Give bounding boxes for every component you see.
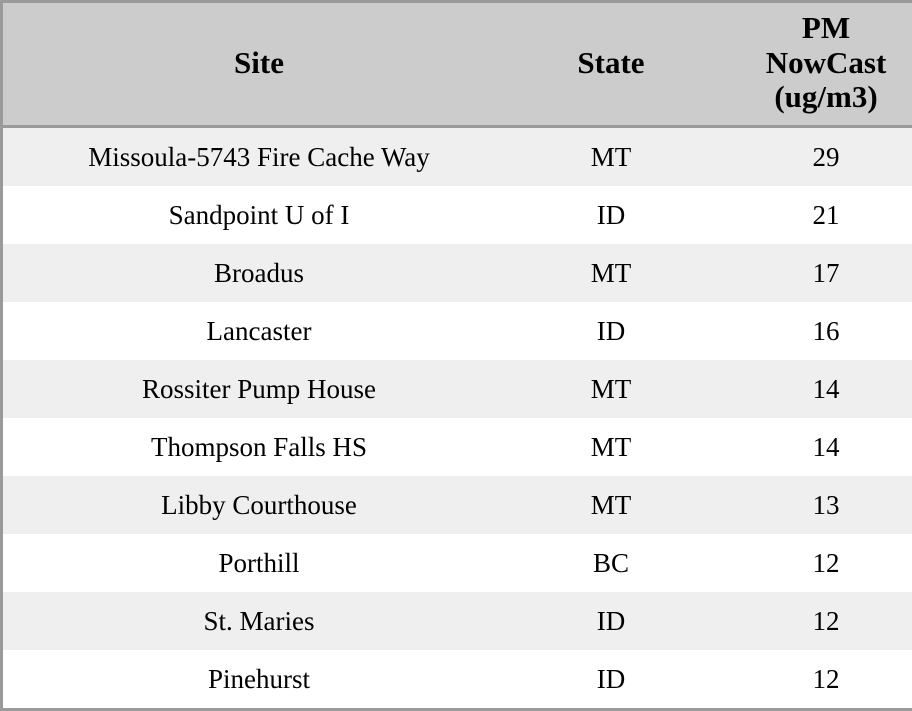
table-row xyxy=(3,186,912,244)
cell-site: Sandpoint U of I xyxy=(3,186,515,244)
cell-state: MT xyxy=(515,418,707,476)
cell-pm: 14 xyxy=(707,360,912,418)
cell-site: St. Maries xyxy=(3,592,515,650)
cell-site: Broadus xyxy=(3,244,515,302)
column-header-pm-line-1: PM xyxy=(801,10,851,45)
cell-state: ID xyxy=(515,186,707,244)
cell-pm: 17 xyxy=(707,244,912,302)
cell-site: Lancaster xyxy=(3,302,515,360)
cell-state: ID xyxy=(515,302,707,360)
cell-pm: 12 xyxy=(707,650,912,708)
table-row xyxy=(3,418,912,476)
cell-state: MT xyxy=(515,360,707,418)
air-quality-table xyxy=(3,3,912,708)
table-row xyxy=(3,244,912,302)
column-header-pm-line-3: (ug/m3) xyxy=(774,79,878,115)
cell-state: MT xyxy=(515,127,707,187)
cell-pm: 29 xyxy=(707,127,912,187)
cell-state: ID xyxy=(515,650,707,708)
table-row xyxy=(3,650,912,708)
table-row xyxy=(3,302,912,360)
column-header-state xyxy=(515,3,707,127)
column-header-pm-line-2: NowCast xyxy=(765,44,887,80)
column-header-site-label: Site xyxy=(234,44,284,80)
column-header-state-label: State xyxy=(577,44,645,80)
table-row xyxy=(3,592,912,650)
table-header-row xyxy=(3,3,912,127)
cell-pm: 13 xyxy=(707,476,912,534)
cell-pm: 12 xyxy=(707,592,912,650)
table-row xyxy=(3,534,912,592)
cell-site: Rossiter Pump House xyxy=(3,360,515,418)
table-header xyxy=(3,3,912,127)
cell-state: BC xyxy=(515,534,707,592)
cell-pm: 12 xyxy=(707,534,912,592)
cell-site: Thompson Falls HS xyxy=(3,418,515,476)
cell-site: Missoula-5743 Fire Cache Way xyxy=(3,127,515,187)
cell-state: MT xyxy=(515,476,707,534)
column-header-pm-nowcast xyxy=(707,3,912,127)
column-header-site xyxy=(3,3,515,127)
cell-pm: 14 xyxy=(707,418,912,476)
cell-site: Porthill xyxy=(3,534,515,592)
table-row xyxy=(3,360,912,418)
cell-pm: 21 xyxy=(707,186,912,244)
cell-state: ID xyxy=(515,592,707,650)
cell-site: Libby Courthouse xyxy=(3,476,515,534)
table-row xyxy=(3,476,912,534)
cell-state: MT xyxy=(515,244,707,302)
cell-site: Pinehurst xyxy=(3,650,515,708)
table-body xyxy=(3,127,912,709)
table-row xyxy=(3,127,912,187)
cell-pm: 16 xyxy=(707,302,912,360)
